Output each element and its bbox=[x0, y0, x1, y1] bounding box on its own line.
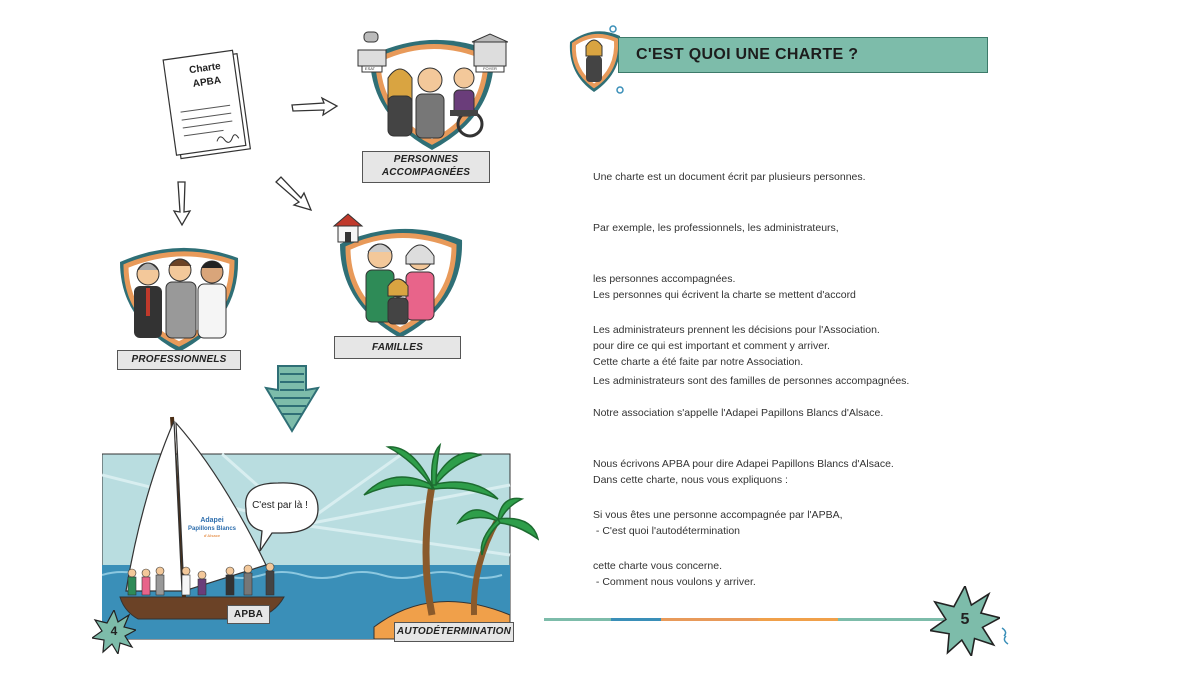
paragraph-line: Dans cette charte, nous vous expliquons : bbox=[593, 474, 788, 486]
label-personnes-line1: PERSONNES bbox=[393, 154, 459, 165]
bottom-rule bbox=[544, 618, 944, 621]
arrow-right-icon bbox=[290, 96, 340, 118]
professionnels-illustration bbox=[114, 240, 244, 352]
page-title: C'EST QUOI UNE CHARTE ? bbox=[636, 46, 859, 63]
paragraph-line: Cette charte a été faite par notre Association. bbox=[593, 356, 804, 368]
charter-title-line1: Charte bbox=[188, 60, 222, 77]
page-number-right: 5 bbox=[960, 611, 970, 628]
sparkle-icon bbox=[1000, 626, 1010, 648]
paragraph-4 bbox=[593, 438, 788, 608]
personnes-accompagnees-illustration bbox=[356, 22, 508, 152]
paragraph-line: Par exemple, les professionnels, les administrateurs, bbox=[593, 222, 839, 234]
sail-logo-line3: d'Alsace bbox=[203, 533, 221, 538]
foyer-sign: FOYER bbox=[483, 66, 497, 71]
paragraph-line: Les personnes qui écrivent la charte se mettent d'accord bbox=[593, 289, 856, 301]
paragraph-line: Notre association s'appelle l'Adapei Papillons Blancs d'Alsace. bbox=[593, 407, 884, 419]
label-apba: APBA bbox=[227, 605, 270, 624]
label-professionnels: PROFESSIONNELS bbox=[117, 350, 241, 370]
arrow-diagonal-icon bbox=[273, 174, 315, 214]
paragraph-line: Nous écrivons APBA pour dire Adapei Papillons Blancs d'Alsace. bbox=[593, 458, 894, 470]
label-autodetermination: AUTODÉTERMINATION bbox=[394, 622, 514, 642]
paragraph-line: cette charte vous concerne. bbox=[593, 560, 722, 572]
esat-sign: ESAT bbox=[364, 66, 376, 71]
paragraph-line: - Comment nous voulons y arriver. bbox=[593, 576, 756, 588]
label-personnes-line2: ACCOMPAGNÉES bbox=[381, 167, 471, 178]
familles-illustration bbox=[330, 208, 470, 338]
sail-logo-line1: Adapei bbox=[200, 517, 224, 524]
label-personnes-accompagnees bbox=[362, 151, 490, 183]
arrow-down-icon bbox=[170, 180, 194, 228]
label-familles: FAMILLES bbox=[334, 336, 461, 359]
paragraph-line: Si vous êtes une personne accompagnée par l'APBA, bbox=[593, 509, 843, 521]
boat-scene-illustration bbox=[102, 415, 539, 640]
sail-logo bbox=[186, 517, 238, 538]
sail-logo-line2: Papillons Blancs bbox=[187, 526, 236, 532]
paragraph-line: Les administrateurs sont des familles de personnes accompagnées. bbox=[593, 375, 910, 387]
paragraph-line: - C'est quoi l'autodétermination bbox=[593, 525, 741, 537]
speech-bubble-text: C'est par là ! bbox=[252, 500, 308, 511]
charter-title-line2: APBA bbox=[192, 75, 222, 90]
paragraph-line: les personnes accompagnées. bbox=[593, 273, 736, 285]
charter-document-title bbox=[187, 61, 224, 90]
paragraph-line: pour dire ce qui est important et comment y arriver. bbox=[593, 340, 830, 352]
paragraph-line: Les administrateurs prennent les décisions pour l'Association. bbox=[593, 324, 880, 336]
page-number-left: 4 bbox=[110, 624, 118, 638]
paragraph-line: Une charte est un document écrit par plusieurs personnes. bbox=[593, 171, 866, 183]
